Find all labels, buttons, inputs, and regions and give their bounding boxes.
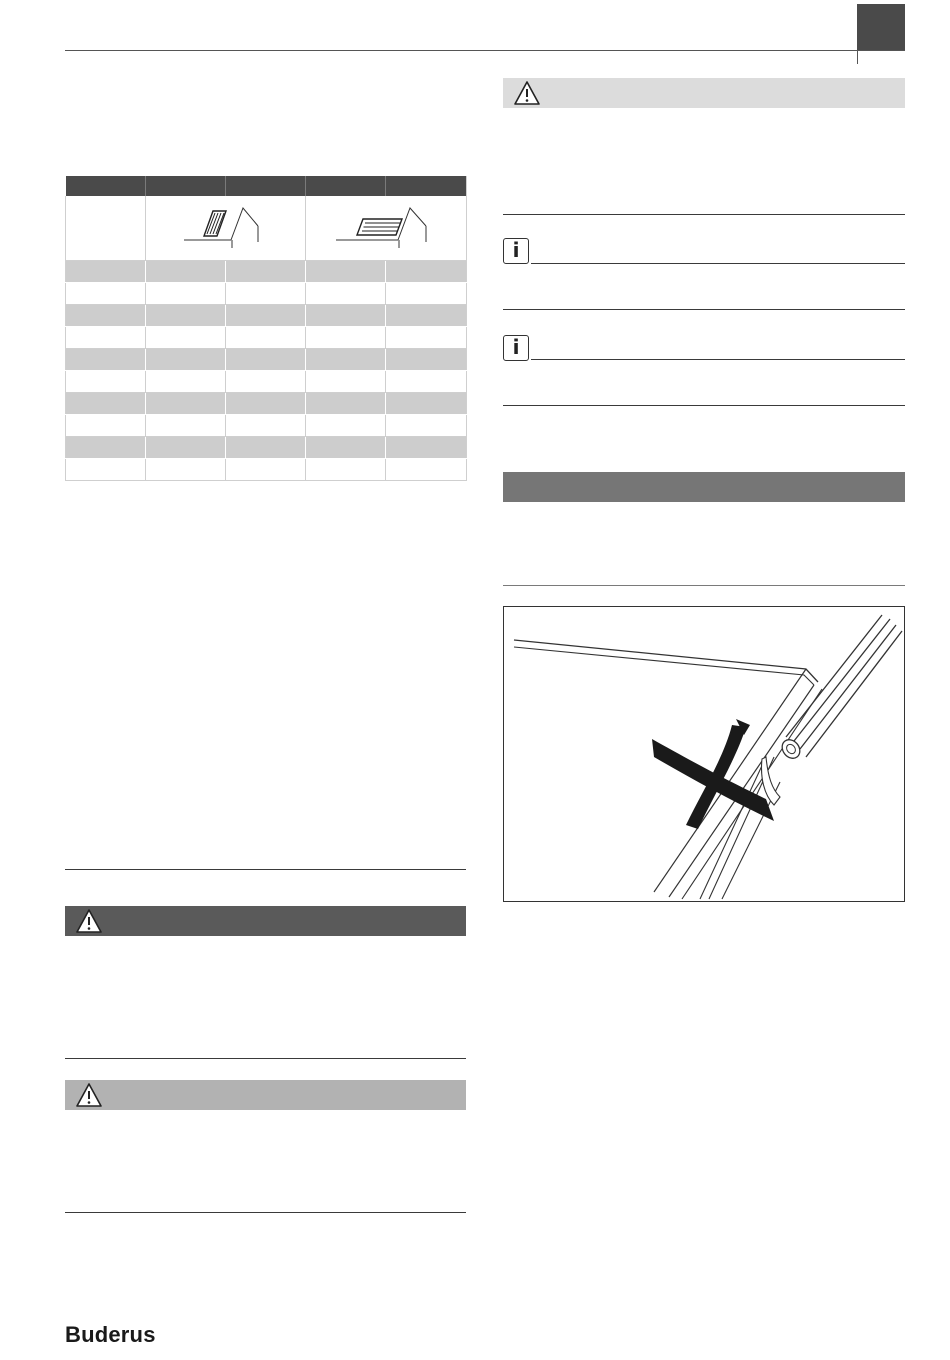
warning-bar-caution [65, 1080, 466, 1110]
brand-logo: Buderus [65, 1322, 156, 1347]
table-cell [146, 283, 226, 305]
mounting-variant-table [65, 176, 467, 481]
table-cell [226, 261, 306, 283]
warning-triangle-icon [75, 908, 103, 934]
table-cell [226, 459, 306, 481]
table-row [66, 283, 467, 305]
table-cell [386, 437, 467, 459]
header-rule [65, 50, 905, 51]
table-cell [66, 349, 146, 371]
table-cell [146, 393, 226, 415]
table-cell [146, 261, 226, 283]
table-cell [66, 261, 146, 283]
table-cell [386, 393, 467, 415]
table-row [66, 393, 467, 415]
table-cell [146, 196, 306, 261]
table-cell [386, 415, 467, 437]
table-cell [306, 305, 386, 327]
table-row [66, 261, 467, 283]
table-header-cell [306, 176, 386, 196]
table-cell [306, 283, 386, 305]
warning-triangle-icon [513, 80, 541, 106]
table-cell [226, 371, 306, 393]
table-cell [306, 371, 386, 393]
table-cell [386, 283, 467, 305]
table-cell [306, 327, 386, 349]
table-cell [386, 371, 467, 393]
table-cell [66, 371, 146, 393]
table-header-row [66, 176, 467, 196]
table-cell [146, 437, 226, 459]
table-cell [146, 415, 226, 437]
table-cell [66, 393, 146, 415]
table-header-cell [226, 176, 306, 196]
table-cell [226, 349, 306, 371]
table-cell [306, 196, 467, 261]
section-divider [65, 869, 466, 870]
table-cell [306, 437, 386, 459]
table-cell [386, 459, 467, 481]
figure-frame [503, 606, 905, 902]
table-cell [146, 371, 226, 393]
table-cell [226, 437, 306, 459]
table-header-cell [66, 176, 146, 196]
table-cell [226, 415, 306, 437]
table-cell [226, 305, 306, 327]
table-cell [66, 283, 146, 305]
table-row [66, 459, 467, 481]
table-cell [66, 196, 146, 261]
table-header-cell [146, 176, 226, 196]
landscape-collector-roof-icon [306, 196, 467, 260]
table-cell [146, 305, 226, 327]
warning-triangle-icon [75, 1082, 103, 1108]
section-divider [503, 214, 905, 215]
table-cell [226, 393, 306, 415]
table-cell [306, 349, 386, 371]
section-divider [65, 1212, 466, 1213]
table-row [66, 349, 467, 371]
portrait-collector-roof-icon [146, 196, 306, 260]
section-divider [503, 585, 905, 586]
table-cell [306, 393, 386, 415]
table-cell [386, 305, 467, 327]
info-icon: i [503, 335, 529, 361]
table-cell [66, 459, 146, 481]
warning-bar-notice [503, 78, 905, 108]
table-cell [66, 305, 146, 327]
table-cell [66, 415, 146, 437]
table-cell [386, 261, 467, 283]
table-figure-row [66, 196, 467, 261]
table-header-cell [386, 176, 467, 196]
table-row [66, 437, 467, 459]
table-cell [306, 415, 386, 437]
table-cell [306, 459, 386, 481]
table-cell [226, 283, 306, 305]
section-divider [65, 1058, 466, 1059]
table-cell [66, 327, 146, 349]
table-cell [146, 327, 226, 349]
section-divider [503, 405, 905, 406]
table-cell [66, 437, 146, 459]
table-cell [226, 327, 306, 349]
table-row [66, 415, 467, 437]
section-heading-bar [503, 472, 905, 502]
section-divider [503, 309, 905, 310]
table-cell [146, 349, 226, 371]
info-icon: i [503, 238, 529, 264]
table-cell [306, 261, 386, 283]
table-cell [146, 459, 226, 481]
table-row [66, 371, 467, 393]
chapter-tab [857, 4, 905, 50]
info-underline [531, 263, 905, 264]
warning-bar-danger [65, 906, 466, 936]
table-row [66, 327, 467, 349]
table-cell [386, 327, 467, 349]
info-underline [531, 359, 905, 360]
do-not-lift-by-connection-pipe-illustration [504, 607, 904, 901]
table-cell [386, 349, 467, 371]
chapter-tab-tick [857, 50, 858, 64]
table-row [66, 305, 467, 327]
